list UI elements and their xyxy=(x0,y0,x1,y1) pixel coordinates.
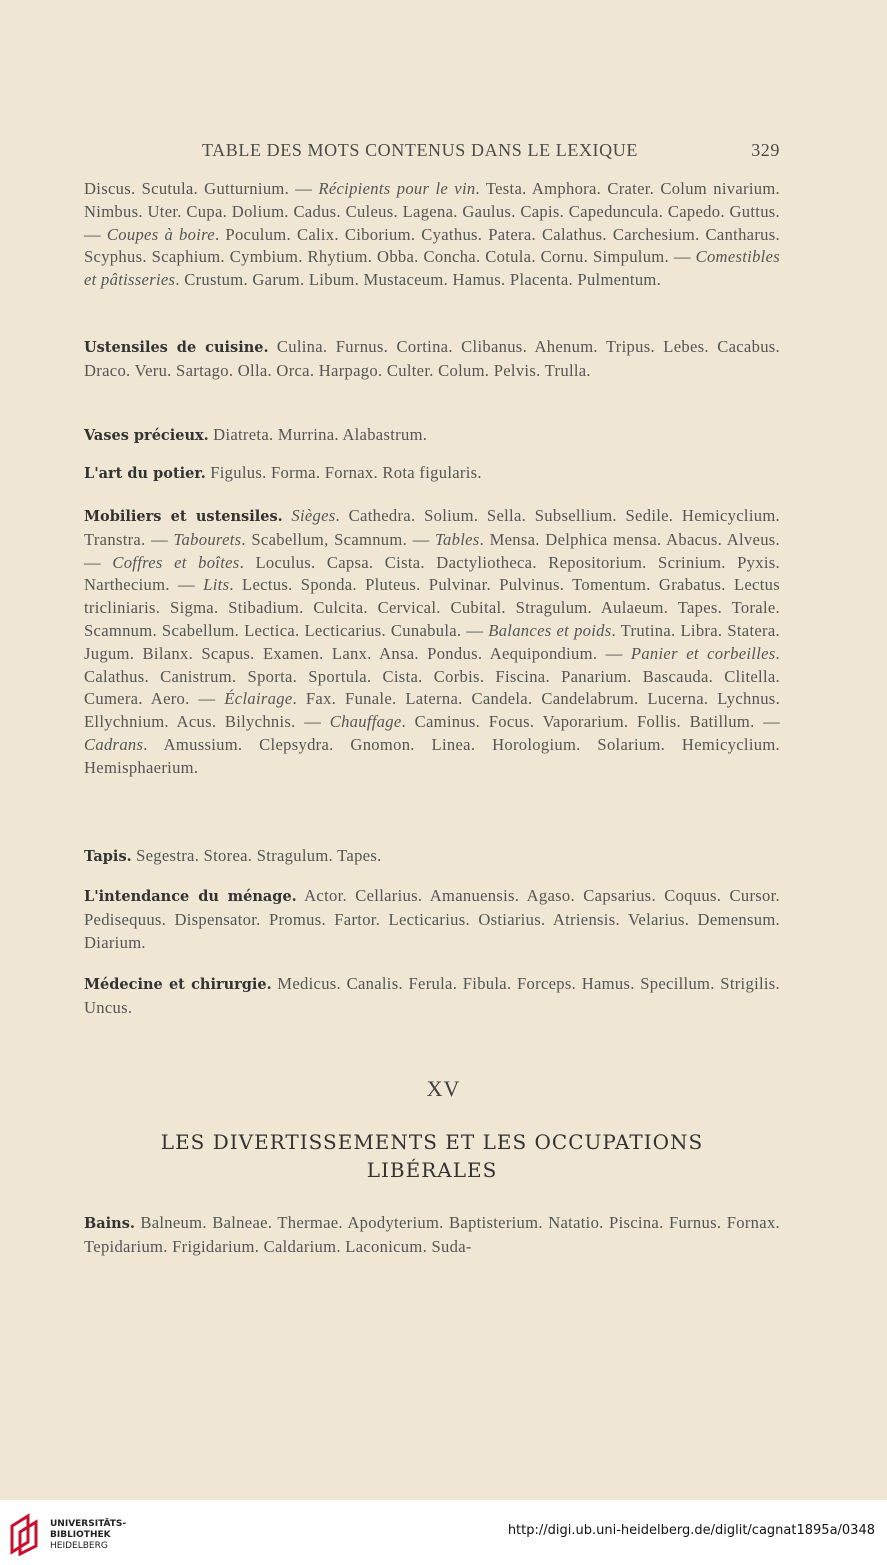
term-list: . Cathedra. Solium. Sella. Subsellium. Sedile. Hemicyclium. Transtra. — xyxy=(84,506,780,549)
subheading-italic: Balances et poids xyxy=(488,620,612,640)
term-list: Culina. Furnus. Cortina. Clibanus. Ahenum. Tripus. Lebes. Cacabus. Draco. Veru. Sartago. Olla. Orca. Harpago. Culter. Colum. Pelvis. Trulla. xyxy=(84,337,780,380)
section-heading: Vases précieux. xyxy=(84,427,209,444)
paragraph-household xyxy=(84,885,780,954)
section-heading: L'art du potier. xyxy=(84,465,206,482)
section-heading: Bains. xyxy=(84,1215,135,1232)
subheading-italic: Tabourets xyxy=(173,529,242,549)
term-list: . Poculum. Calix. Ciborium. Cyathus. Patera. Calathus. Carchesium. Cantharus. Scyphus. Scaphium. Cymbium. Rhytium. Obba. Concha. Cotula. Cornu. Simpulum. — xyxy=(84,224,780,267)
running-header xyxy=(84,140,780,162)
chapter-title xyxy=(84,1128,780,1184)
section-heading: Ustensiles de cuisine. xyxy=(84,339,269,356)
section-heading: Mobiliers et ustensiles. xyxy=(84,508,283,525)
term-list: Balneum. Balneae. Thermae. Apodyterium. Baptisterium. Natatio. Piscina. Furnus. Fornax. Tepidarium. Frigidarium. Caldarium. Laconicum. Suda- xyxy=(84,1213,780,1256)
term-list: . Caminus. Focus. Vaporarium. Follis. Batillum. — xyxy=(401,712,780,732)
library-name-line2: BIBLIOTHEK xyxy=(50,1530,111,1540)
paragraph-carpets xyxy=(84,845,780,869)
library-name-line3: HEIDELBERG xyxy=(50,1541,108,1551)
subheading-italic: Tables xyxy=(435,529,480,549)
chapter-title-line1: LES DIVERTISSEMENTS ET LES OCCUPATIONS xyxy=(160,1130,704,1154)
library-name xyxy=(50,1519,170,1552)
university-library-logo-icon[interactable] xyxy=(8,1512,42,1556)
subheading-italic: Sièges xyxy=(291,506,336,525)
paragraph-baths xyxy=(84,1212,780,1259)
term-list: Medicus. Canalis. Ferula. Fibula. Forceps. Hamus. Specillum. Strigilis. Uncus. xyxy=(84,974,781,1017)
term-list: . Loculus. Capsa. Cista. Dactyliotheca. Repositorium. Scrinium. Pyxis. Narthecium. — xyxy=(84,552,780,595)
chapter-title-line2: LIBÉRALES xyxy=(366,1158,498,1182)
section-heading: L'intendance du ménage. xyxy=(84,888,297,905)
term-list: . Mensa. Delphica mensa. Abacus. Alveus. — xyxy=(84,529,780,572)
term-list: Diatreta. Murrina. Alabastrum. xyxy=(208,425,428,444)
paragraph-vessels xyxy=(84,178,780,292)
term-list: . Amussium. Clepsydra. Gnomon. Linea. Horologium. Solarium. Hemicyclium. Hemisphaerium. xyxy=(84,734,780,777)
paragraph-kitchen-utensils xyxy=(84,336,780,383)
subheading-italic: Comestibles et pâtisseries xyxy=(84,247,780,290)
term-list: Figulus. Forma. Fornax. Rota figularis. xyxy=(205,463,482,482)
subheading-italic: Lits xyxy=(203,575,230,595)
section-heading: Médecine et chirurgie. xyxy=(84,976,272,993)
term-list: . Trutina. Libra. Statera. Jugum. Bilanx. Scapus. Examen. Lanx. Ansa. Pondus. Aequipondium. — xyxy=(84,620,780,663)
term-list: . Testa. Amphora. Crater. Colum nivarium. Nimbus. Uter. Cupa. Dolium. Cadus. Culeus. Lagena. Gaulus. Capis. Capeduncula. Capedo. Guttus. — xyxy=(84,179,780,244)
chapter-number: XV xyxy=(426,1076,461,1101)
term-list: Discus. Scutula. Gutturnium. — xyxy=(84,179,319,198)
term-list: . Lectus. Sponda. Pluteus. Pulvinar. Pulvinus. Tomentum. Grabatus. Lectus tricliniaris. Sigma. Stibadium. Culcita. Cervical. Cubital. Stragulum. Aulaeum. Tapes. Torale. Scamnum. Scabellum. Lectica. Lecticarius. Cunabula. — xyxy=(84,575,780,640)
term-list: Actor. Cellarius. Amanuensis. Agaso. Capsarius. Coquus. Cursor. Pedisequus. Dispensator. Promus. Fartor. Lecticarius. Ostiarius. Atriensis. Velarius. Demensum. Diarium. xyxy=(84,886,780,952)
subheading-italic: Panier et corbeilles xyxy=(630,643,776,663)
paragraph-furniture xyxy=(84,505,780,780)
running-title: TABLE DES MOTS CONTENUS DANS LE LEXIQUE xyxy=(202,140,638,160)
library-name-line1: UNIVERSITÄTS- xyxy=(50,1519,127,1529)
term-list: Segestra. Storea. Stragulum. Tapes. xyxy=(131,846,382,865)
subheading-italic: Coupes à boire xyxy=(106,224,215,244)
term-list: . Fax. Funale. Laterna. Candela. Candelabrum. Lucerna. Lychnus. Ellychnium. Acus. Bilychnis. — xyxy=(84,689,781,732)
subheading-italic: Chauffage xyxy=(329,712,402,732)
term-list: . Calathus. Canistrum. Sporta. Sportula. Cista. Corbis. Fiscina. Panarium. Bascauda. Clitella. Cumera. Aero. — xyxy=(84,643,780,709)
paragraph-potter xyxy=(84,462,780,486)
term-list: . Crustum. Garum. Libum. Mustaceum. Hamus. Placenta. Pulmentum. xyxy=(175,270,662,290)
paragraph-precious-vases xyxy=(84,424,780,448)
section-heading: Tapis. xyxy=(84,848,132,865)
paragraph-medicine xyxy=(84,973,780,1020)
subheading-italic: Éclairage xyxy=(224,689,293,709)
term-list: . Scabellum, Scamnum. — xyxy=(241,529,436,549)
viewer-footer xyxy=(0,1500,887,1565)
page-number: 329 xyxy=(751,140,780,160)
subheading-italic: Cadrans xyxy=(84,734,144,754)
subheading-italic: Récipients pour le vin xyxy=(318,179,476,198)
subheading-italic: Coffres et boîtes xyxy=(112,552,240,572)
permalink-url[interactable]: http://digi.ub.uni-heidelberg.de/diglit/cagnat1895a/0348 xyxy=(507,1523,875,1538)
